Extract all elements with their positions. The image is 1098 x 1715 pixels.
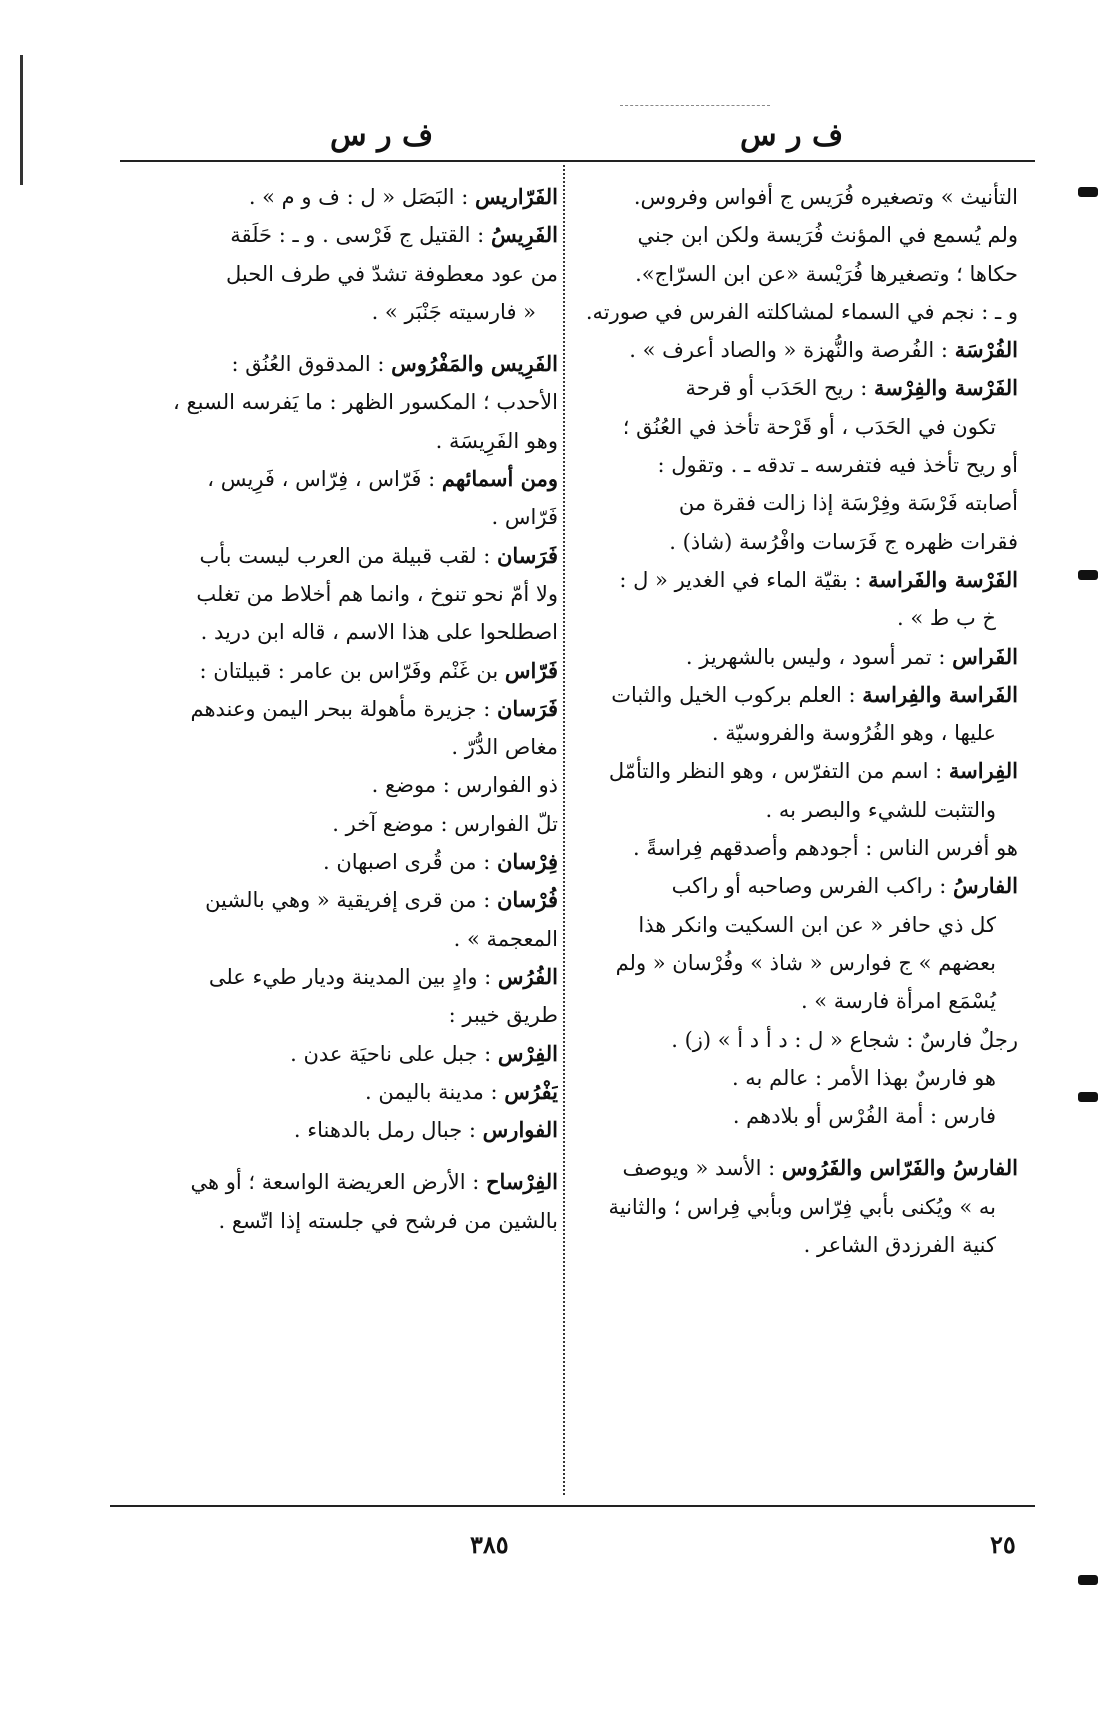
entry-line [113, 1202, 558, 1240]
entry-line [113, 996, 558, 1034]
headword: فَرّاس [504, 657, 558, 683]
definition-text: المعجمة » . [453, 926, 558, 951]
definition-text: : من قُرى اصبهان . [323, 850, 497, 875]
entry-line [578, 1149, 1018, 1187]
entry-line [113, 920, 558, 958]
definition-text: ذو الفوارس : موضع . [371, 773, 558, 798]
definition-text: : ريح الحَدَب أو قرحة [685, 376, 874, 401]
entry-line [578, 178, 1018, 216]
right-column [578, 178, 1018, 1264]
entry-line [113, 690, 558, 728]
definition-text: : اسم من التفرّس ، وهو النظر والتأمّل [608, 759, 949, 784]
left-column [113, 178, 558, 1240]
entry-line [113, 613, 558, 651]
entry-line [578, 829, 1018, 867]
definition-text: خ ب ط » . [897, 606, 996, 631]
entry-line [578, 944, 1018, 982]
page-number-right: ٢٥ [990, 1530, 1016, 1559]
definition-text: : الفُرصة والنُّهزة « والصاد أعرف » . [629, 338, 955, 363]
entry-line [113, 652, 558, 690]
headword: الفِرْس [497, 1040, 558, 1066]
definition-text: : تمر أسود ، وليس بالشهريز . [685, 644, 953, 669]
headword: فِرْسان [496, 849, 558, 875]
definition-text: وهو الفَرِيسَة . [435, 428, 558, 453]
entry-line [113, 843, 558, 881]
entry-line [578, 561, 1018, 599]
definition-text: بالشين من فرشح في جلسته إذا اتّسع . [218, 1208, 558, 1233]
entry-line [578, 1188, 1018, 1226]
definition-text: : البَصَل « ل : ف و م » . [248, 185, 475, 209]
entry-line [578, 791, 1018, 829]
paragraph-gap [113, 331, 558, 345]
headword: الفُرُس [497, 963, 558, 989]
entry-line [113, 958, 558, 996]
entry-line [578, 446, 1018, 484]
headword: الفَراس [952, 643, 1018, 669]
definition-text: أو ريح تأخذ فيه فتفرسه ـ تدقه ـ . وتقول : [657, 453, 1018, 478]
definition-text: والتثبت للشيء والبصر به . [765, 797, 996, 822]
definition-text: : جبل على ناحيَة عدن . [290, 1041, 498, 1066]
definition-text: كنية الفرزدق الشاعر . [803, 1233, 996, 1258]
entry-line [578, 676, 1018, 714]
headword: الفَراسة والفِراسة [862, 681, 1018, 707]
footer-rule [110, 1505, 1035, 1507]
headword: الفَرِيس والمَفْرُوس [391, 351, 558, 377]
entry-line [578, 523, 1018, 561]
headword: فَرَسان [496, 542, 558, 568]
entry-line [113, 881, 558, 919]
headword: فُرْسان [496, 887, 558, 913]
entry-line [113, 1163, 558, 1201]
definition-text: : جبال رمل بالدهناء . [293, 1118, 483, 1143]
entry-line [113, 728, 558, 766]
paragraph-gap [113, 1149, 558, 1163]
definition-text: : المدقوق العُنُق : [231, 352, 392, 377]
headword: الفِراسة [948, 758, 1018, 784]
entry-line [113, 575, 558, 613]
definition-text: أصابته فَرْسَة وفِرْسَة إذا زالت فقرة من [678, 491, 1018, 516]
margin-rule [20, 55, 23, 185]
entry-line [578, 408, 1018, 446]
definition-text: و ـ : نجم في السماء لمشاكلته الفرس في صورته. [585, 299, 1018, 324]
entry-line [578, 1226, 1018, 1264]
headword: فَرَسان [496, 695, 558, 721]
entry-line [578, 255, 1018, 293]
entry-line [578, 1021, 1018, 1059]
definition-text: : جزيرة مأهولة ببحر اليمن وعندهم [190, 696, 497, 721]
definition-text: التأنيث » وتصغيره فُرَيس ج أفواس وفروس. [633, 185, 1018, 209]
definition-text: : القتيل ج فَرْسى . و ـ : حَلَقة [230, 223, 491, 248]
definition-text: : وادٍ بين المدينة وديار طيء على [208, 964, 498, 989]
entry-line [113, 383, 558, 421]
running-header-left: ف ر س [330, 118, 434, 153]
headword: الفِرْساح [486, 1169, 558, 1195]
definition-text: حكاها ؛ وتصغيرها فُرَيْسة «عن ابن السرّاج». [635, 261, 1018, 286]
entry-line [113, 422, 558, 460]
paragraph-gap [578, 1135, 1018, 1149]
definition-text: ولا أمّ نحو تنوخ ، وانما هم أخلاط من تغلب [196, 581, 558, 606]
headword: الفارسُ [952, 873, 1018, 899]
definition-text: به » ويُكنى بأبي فِرّاس وبأبي فِراس ؛ والثانية [608, 1194, 996, 1219]
headword: الفَرّاريس [474, 184, 558, 209]
edge-thumb-mark [1078, 187, 1098, 197]
definition-text: اصطلحوا على هذا الاسم ، قاله ابن دريد . [200, 620, 558, 645]
page-number-left: ٣٨٥ [470, 1530, 509, 1559]
entry-line [578, 752, 1018, 790]
definition-text: : راكب الفرس وصاحبه أو راكب [671, 874, 953, 899]
entry-line [578, 982, 1018, 1020]
column-divider [563, 165, 565, 1495]
entry-line [578, 369, 1018, 407]
entry-line [113, 805, 558, 843]
entry-line [113, 537, 558, 575]
headword: الفَرْسة والفِرْسة [873, 375, 1018, 401]
entry-line [113, 345, 558, 383]
definition-text: ولم يُسمع في المؤنث فُرَيسة ولكن ابن جني [637, 223, 1018, 248]
definition-text: الأحدب ؛ المكسور الظهر : ما يَفرسه السبع ، [173, 390, 558, 415]
definition-text: فقرات ظهره ج فَرَسات وافْرُسة (شاذ) . [669, 529, 1018, 554]
headword: الفَرْسة والفَراسة [868, 566, 1018, 592]
edge-thumb-mark [1078, 570, 1098, 580]
definition-text: : الأرض العريضة الواسعة ؛ أو هي [190, 1170, 486, 1195]
definition-text: : العلم بركوب الخيل والثبات [611, 682, 863, 707]
entry-line [578, 293, 1018, 331]
entry-line [578, 599, 1018, 637]
headword: ومن أسمائهم [441, 466, 558, 492]
top-dash-rule [620, 105, 770, 107]
running-header-right: ف ر س [740, 118, 844, 153]
headword: الفَرِيسُ [490, 222, 558, 248]
definition-text: : الأسد « ويوصف [622, 1156, 782, 1181]
entry-line [578, 1059, 1018, 1097]
entry-line [113, 255, 558, 293]
header-rule [120, 160, 1035, 162]
definition-text: تلّ الفوارس : موضع آخر . [332, 811, 558, 836]
entry-line [578, 484, 1018, 522]
definition-text: فارس : أمة الفُرْس أو بلادهم . [732, 1104, 996, 1129]
definition-text: : فَرّاس ، فِرّاس ، فَرِيس ، [207, 467, 442, 492]
definition-text: « فارسيته جَنْبَر » . [371, 299, 536, 324]
definition-text: : من قرى إفريقية « وهي بالشين [205, 888, 497, 913]
edge-thumb-mark [1078, 1575, 1098, 1585]
definition-text: : مدينة باليمن . [365, 1079, 505, 1104]
definition-text: : لقب قبيلة من العرب ليست بأب [199, 543, 497, 568]
entry-line [578, 867, 1018, 905]
definition-text: طريق خيبر : [448, 1003, 558, 1028]
headword: الفوارس [482, 1117, 558, 1143]
headword: الفُرْسَة [954, 337, 1018, 363]
definition-text: مغاص الدُّرّ . [451, 735, 558, 760]
definition-text: هو أفرس الناس : أجودهم وأصدقهم فِراسةً . [632, 836, 1018, 861]
entry-line [578, 906, 1018, 944]
entry-line [578, 714, 1018, 752]
definition-text: تكون في الحَدَب ، أو قَرْحة تأخذ في العُنُق ؛ [622, 414, 996, 439]
definition-text: من عود معطوفة تشدّ في طرف الحبل [225, 261, 558, 286]
definition-text: هو فارسٌ بهذا الأمر : عالم به . [731, 1065, 996, 1090]
definition-text: كل ذي حافر « عن ابن السكيت وانكر هذا [638, 912, 996, 937]
definition-text: رجلٌ فارسٌ : شجاع « ل : د أ د أ » (ز) . [671, 1027, 1018, 1052]
entry-line [113, 178, 558, 216]
entry-line [113, 766, 558, 804]
edge-thumb-mark [1078, 1092, 1098, 1102]
entry-line [113, 1035, 558, 1073]
entry-line [113, 216, 558, 254]
entry-line [578, 331, 1018, 369]
definition-text: يُسْمَع امرأة فارسة » . [800, 989, 996, 1014]
entry-line [113, 1073, 558, 1111]
definition-text: بن غَنْم وفَرّاس بن عامر : قبيلتان : [199, 658, 505, 683]
headword: الفارسُ والفَرّاس والفَرُوس [781, 1155, 1018, 1181]
entry-line [113, 460, 558, 498]
entry-line [578, 1097, 1018, 1135]
entry-line [113, 293, 558, 331]
entry-line [578, 638, 1018, 676]
definition-text: بعضهم » ج فوارس « شاذ » وفُرْسان « ولم [615, 950, 996, 975]
definition-text: : بقيّة الماء في الغدير « ل : [619, 567, 869, 592]
definition-text: فَرّاس . [491, 505, 558, 530]
definition-text: عليها ، وهو الفُرُوسة والفروسيّة . [711, 721, 996, 746]
headword: يَفْرُس [504, 1078, 558, 1104]
entry-line [113, 1111, 558, 1149]
entry-line [113, 498, 558, 536]
entry-line [578, 216, 1018, 254]
